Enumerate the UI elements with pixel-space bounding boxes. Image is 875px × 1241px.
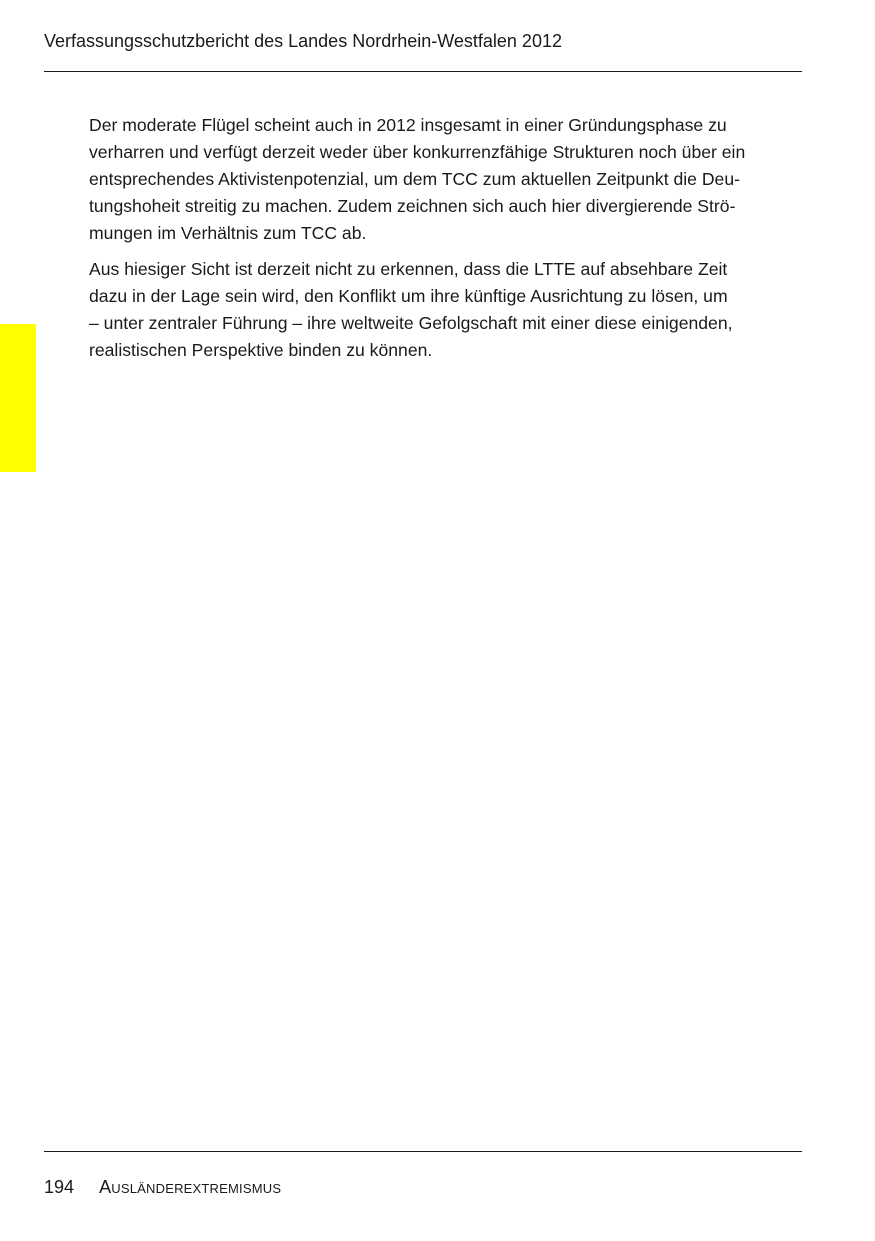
paragraph-line: realistischen Perspektive binden zu können.	[89, 340, 433, 360]
paragraph-1	[89, 112, 795, 247]
running-header: Verfassungsschutzbericht des Landes Nordrhein-Westfalen 2012	[44, 31, 562, 51]
paragraph-line: Aus hiesiger Sicht ist derzeit nicht zu erkennen, dass die LTTE auf absehbare Zeit	[89, 259, 728, 279]
paragraph-line: verharren und verfügt derzeit weder über konkurrenzfähige Strukturen noch über ein	[89, 142, 746, 162]
paragraph-2	[89, 256, 795, 364]
chapter-tab-marker	[0, 324, 36, 472]
footer-divider	[44, 1151, 802, 1152]
page-footer	[44, 1176, 281, 1198]
paragraph-line: mungen im Verhältnis zum TCC ab.	[89, 223, 367, 243]
page-number: 194	[44, 1177, 75, 1197]
footer-section-title: Ausländerextremismus	[99, 1177, 282, 1197]
header-divider	[44, 71, 802, 72]
paragraph-line: dazu in der Lage sein wird, den Konflikt um ihre künftige Ausrichtung zu lösen, um	[89, 286, 728, 306]
paragraph-line: – unter zentraler Führung – ihre weltweite Gefolgschaft mit einer diese einigenden,	[89, 313, 733, 333]
body-text	[89, 112, 795, 364]
paragraph-line: tungshoheit streitig zu machen. Zudem zeichnen sich auch hier divergierende Strö-	[89, 196, 736, 216]
paragraph-line: Der moderate Flügel scheint auch in 2012 insgesamt in einer Gründungsphase zu	[89, 115, 727, 135]
paragraph-line: entsprechendes Aktivistenpotenzial, um dem TCC zum aktuellen Zeitpunkt die Deu-	[89, 169, 740, 189]
